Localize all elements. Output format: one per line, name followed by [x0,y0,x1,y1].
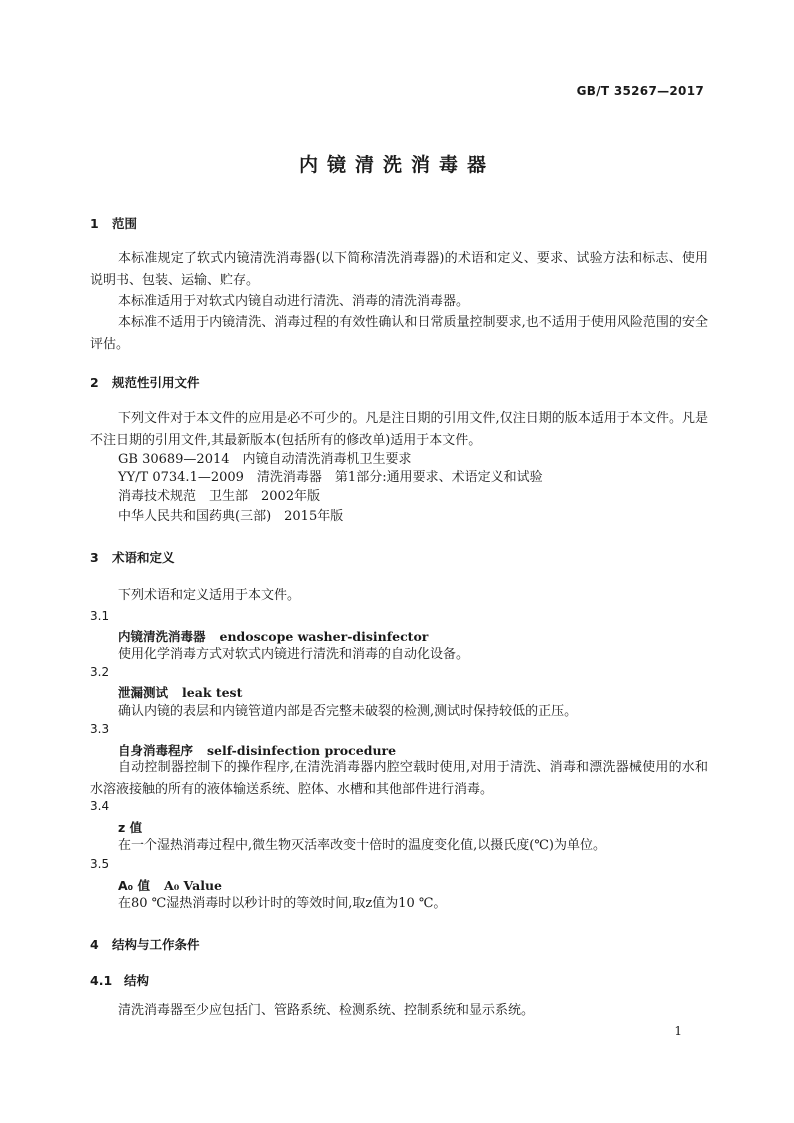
term-definition: 确认内镜的表层和内镜管道内部是否完整未破裂的检测,测试时保持较低的正压。 [118,704,578,719]
section-4-heading [90,935,200,953]
section-number: 2 [90,375,99,390]
term-heading [118,627,428,645]
term-heading [118,683,242,701]
normative-intro: 下列文件对于本文件的应用是必不可少的。凡是注日期的引用文件,仅注日期的版本适用于本文件。凡是不注日期的引用文件,其最新版本(包括所有的修改单)适用于本文件。 [90,411,708,448]
subsection-4-1-heading [90,971,149,989]
term-en: self-disinfection procedure [207,743,397,758]
section-1-heading [90,214,137,232]
subsection-number: 4.1 [90,973,113,988]
reference-item: YY/T 0734.1—2009 清洗消毒器 第1部分:通用要求、术语定义和试验 [118,470,543,485]
term-definition: 在一个湿热消毒过程中,微生物灭活率改变十倍时的温度变化值,以摄氏度(℃)为单位。 [118,838,606,853]
section-title: 术语和定义 [112,550,175,565]
section-number: 3 [90,550,99,565]
term-number: 3.2 [90,665,110,679]
section-number: 4 [90,937,99,952]
reference-item: 中华人民共和国药典(三部) 2015年版 [118,509,344,524]
section-number: 1 [90,216,99,231]
terms-intro: 下列术语和定义适用于本文件。 [118,588,301,603]
term-number: 3.1 [90,609,110,623]
section-title: 规范性引用文件 [112,375,200,390]
term-en: leak test [182,685,243,700]
term-heading [118,876,222,894]
term-zh: 内镜清洗消毒器 [118,629,206,644]
term-zh: A₀ 值 [118,878,151,893]
scope-paragraph-2: 本标准适用于对软式内镜自动进行清洗、消毒的清洗消毒器。 [118,294,470,309]
term-zh: z 值 [118,820,143,835]
reference-item: GB 30689—2014 内镜自动清洗消毒机卫生要求 [118,452,412,467]
subsection-title: 结构 [124,973,150,988]
standard-code: GB/T 35267—2017 [576,84,704,98]
scope-paragraph-3: 本标准不适用于内镜清洗、消毒过程的有效性确认和日常质量控制要求,也不适用于使用风险范围的安全评估。 [90,315,708,352]
document-title: 内镜清洗消毒器 [298,154,495,176]
term-number: 3.5 [90,857,110,871]
section-2-heading [90,373,200,391]
section-3-heading [90,548,175,566]
scope-paragraph-1: 本标准规定了软式内镜清洗消毒器(以下简称清洗消毒器)的术语和定义、要求、试验方法和标志、使用说明书、包装、运输、贮存。 [90,251,708,288]
term-heading [118,818,142,836]
term-definition: 在80 ℃湿热消毒时以秒计时的等效时间,取z值为10 ℃。 [118,896,447,911]
term-en: A₀ Value [164,878,222,893]
term-definition: 使用化学消毒方式对软式内镜进行清洗和消毒的自动化设备。 [118,647,470,662]
section-title: 结构与工作条件 [112,937,200,952]
structure-text: 清洗消毒器至少应包括门、管路系统、检测系统、控制系统和显示系统。 [118,1003,535,1018]
term-number: 3.3 [90,722,110,736]
section-title: 范围 [112,216,138,231]
term-en: endoscope washer-disinfector [219,629,429,644]
term-number: 3.4 [90,799,110,813]
term-definition: 自动控制器控制下的操作程序,在清洗消毒器内腔空载时使用,对用于清洗、消毒和漂洗器械使用的水和水溶液接触的所有的液体输送系统、腔体、水槽和其他部件进行消毒。 [90,760,708,797]
reference-item: 消毒技术规范 卫生部 2002年版 [118,489,321,504]
term-zh: 泄漏测试 [118,685,169,700]
term-zh: 自身消毒程序 [118,743,194,758]
page-number: 1 [674,1024,682,1038]
